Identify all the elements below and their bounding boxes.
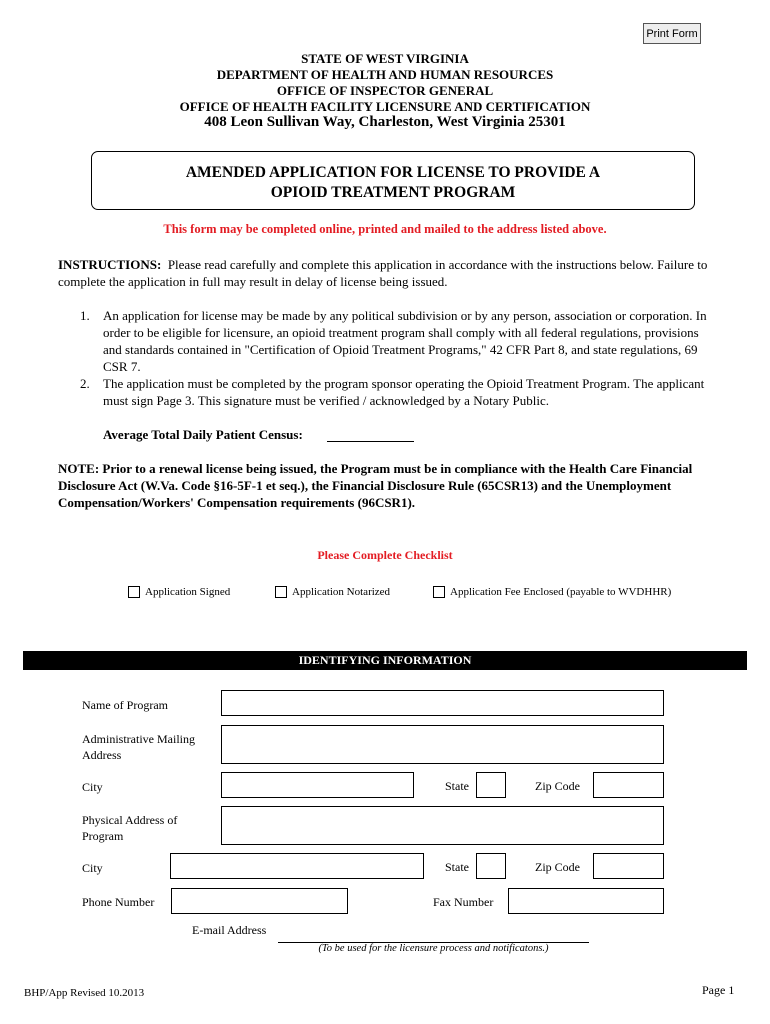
physical-address-field[interactable]: [221, 806, 664, 845]
phone-label: Phone Number: [82, 895, 155, 909]
item-text: An application for license may be made by any political subdivision or by any person, association or corporation. In order to be eligible for licensure, an opioid treatment program shall comply with all federal regulations, provisions and standards contained in "Certification of Opioid Treatment Programs," 42 CFR Part 8, and state regulations, 69 CSR 7.: [103, 308, 707, 374]
phone-field[interactable]: [171, 888, 348, 914]
title-line-1: AMENDED APPLICATION FOR LICENSE TO PROVIDE A: [185, 164, 601, 181]
physical-city-field[interactable]: [170, 853, 424, 879]
admin-address-label-line1: Administrative Mailing: [82, 732, 195, 746]
item-number: 2.: [80, 376, 90, 391]
header-licensure-office: OFFICE OF HEALTH FACILITY LICENSURE AND CERTIFICATION: [179, 99, 591, 114]
email-label: E-mail Address: [192, 923, 267, 937]
email-field[interactable]: [278, 925, 589, 943]
instruction-item-2: [80, 375, 720, 409]
physical-zip-field[interactable]: [593, 853, 664, 879]
program-name-field[interactable]: [221, 690, 664, 716]
instruction-item-1: [80, 307, 720, 375]
email-note: (To be used for the licensure process and notificatons.): [318, 943, 549, 954]
fax-label: Fax Number: [433, 895, 494, 909]
checklist-item-signed[interactable]: [128, 586, 230, 598]
checklist-item-fee[interactable]: [433, 586, 671, 598]
header-address: 408 Leon Sullivan Way, Charleston, West Virginia 25301: [204, 114, 566, 130]
note: NOTE: Prior to a renewal license being issued, the Program must be in compliance with the Health Care Financial Disclosure Act (W.Va. Code §16-5F-1 et seq.), the Financial Disclosure Rule (65CSR13) and the Unemployment Compensation/Workers' Compensation requirements (96CSR1).: [58, 461, 693, 510]
fax-field[interactable]: [508, 888, 664, 914]
item-text: The application must be completed by the program sponsor operating the Opioid Treatment Program. The applicant must sign Page 3. This signature must be verified / acknowledged by a Notary Public.: [103, 376, 705, 408]
checklist-title: Please Complete Checklist: [317, 548, 453, 562]
print-form-button[interactable]: Print Form: [643, 23, 701, 44]
item-number: 1.: [80, 308, 90, 323]
header-state: STATE OF WEST VIRGINIA: [301, 51, 469, 66]
physical-address-label: [82, 812, 177, 844]
admin-city-field[interactable]: [221, 772, 414, 798]
admin-city-label: City: [82, 780, 103, 794]
admin-state-label: State: [445, 779, 469, 793]
online-notice: This form may be completed online, printed and mailed to the address listed above.: [163, 222, 607, 236]
checklist-label: Application Signed: [145, 586, 231, 598]
physical-city-label: City: [82, 861, 103, 875]
admin-address-label-line2: Address: [82, 748, 122, 762]
admin-address-field[interactable]: [221, 725, 664, 764]
checklist-label: Application Notarized: [292, 586, 391, 598]
admin-zip-label: Zip Code: [535, 779, 580, 793]
physical-address-label-line2: Program: [82, 829, 124, 843]
checklist-label: Application Fee Enclosed (payable to WVDHHR): [450, 586, 672, 598]
checkbox[interactable]: [433, 586, 445, 598]
revision-label: BHP/App Revised 10.2013: [24, 987, 145, 999]
physical-state-field[interactable]: [476, 853, 506, 879]
checkbox[interactable]: [275, 586, 287, 598]
physical-address-label-line1: Physical Address of: [82, 813, 178, 827]
checkbox[interactable]: [128, 586, 140, 598]
admin-state-field[interactable]: [476, 772, 506, 798]
instructions-text: Please read carefully and complete this application in accordance with the instructions below. Failure to complete the application in full may result in delay of license being issued.: [58, 257, 708, 289]
program-name-label: Name of Program: [82, 698, 168, 712]
instructions-label: INSTRUCTIONS:: [58, 257, 162, 272]
header-office: OFFICE OF INSPECTOR GENERAL: [276, 83, 494, 98]
title-line-2: OPIOID TREATMENT PROGRAM: [270, 184, 516, 201]
form-title: [91, 151, 695, 210]
admin-zip-field[interactable]: [593, 772, 664, 798]
physical-zip-label: Zip Code: [535, 860, 580, 874]
page-number: Page 1: [702, 983, 735, 997]
admin-address-label: [82, 731, 195, 763]
census-label: Average Total Daily Patient Census:: [103, 427, 303, 442]
checklist-item-notarized[interactable]: [275, 586, 390, 598]
instructions: [58, 256, 708, 290]
header-department: DEPARTMENT OF HEALTH AND HUMAN RESOURCES: [216, 67, 554, 82]
section-header: IDENTIFYING INFORMATION: [23, 651, 747, 670]
census-input-line[interactable]: [327, 427, 414, 442]
physical-state-label: State: [445, 860, 469, 874]
